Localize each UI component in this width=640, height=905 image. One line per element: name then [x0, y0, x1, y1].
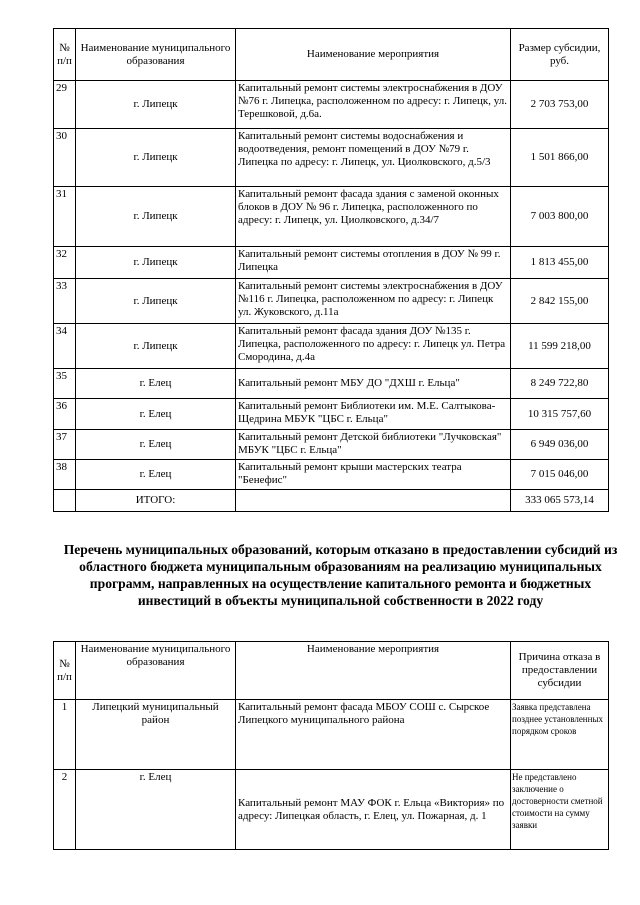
- table-row: [54, 324, 609, 369]
- row-municipality: Липецкий муниципальный район: [76, 700, 236, 770]
- row-amount: 1 501 866,00: [511, 129, 609, 187]
- row-amount: 1 813 455,00: [511, 247, 609, 279]
- subsidy-table: [53, 28, 609, 512]
- row-municipality: г. Липецк: [76, 129, 236, 187]
- row-event: Капитальный ремонт системы отопления в ДОУ № 99 г. Липецка: [236, 247, 511, 279]
- row-amount: 7 015 046,00: [511, 460, 609, 490]
- table-row: [54, 430, 609, 460]
- header-event: Наименование мероприятия: [236, 29, 511, 81]
- header-subsidy: Размер субсидии, руб.: [511, 29, 609, 81]
- row-amount: 2 703 753,00: [511, 81, 609, 129]
- row-event: Капитальный ремонт фасада здания с заменой оконных блоков в ДОУ № 96 г. Липецка, расположенного по адресу: г. Липецк, ул. Циолковского, д.34/7: [236, 187, 511, 247]
- row-amount: 11 599 218,00: [511, 324, 609, 369]
- header-event: Наименование мероприятия: [236, 642, 511, 700]
- row-amount: 2 842 155,00: [511, 279, 609, 324]
- row-municipality: г. Липецк: [76, 81, 236, 129]
- table-row: [54, 247, 609, 279]
- row-num: 32: [54, 247, 76, 279]
- row-event: Капитальный ремонт системы электроснабжения в ДОУ №116 г. Липецка, расположенном по адресу: г. Липецк ул. Жуковского, д.11а: [236, 279, 511, 324]
- row-num: 31: [54, 187, 76, 247]
- row-num: 37: [54, 430, 76, 460]
- row-municipality: г. Елец: [76, 770, 236, 850]
- row-municipality: г. Липецк: [76, 279, 236, 324]
- section-heading: Перечень муниципальных образований, которым отказано в предоставлении субсидий из областного бюджета муниципальным образованиям на реализацию муниципальных программ, направленных на осуществление капитального ремонта и бюджетных инвестиций в объекты муниципальной собственности в 2022 году: [63, 542, 618, 608]
- row-municipality: г. Елец: [76, 430, 236, 460]
- row-num: 30: [54, 129, 76, 187]
- table-row: [54, 399, 609, 430]
- row-event: Капитальный ремонт МАУ ФОК г. Ельца «Виктория» по адресу: Липецкая область, г. Елец, ул. Пожарная, д. 1: [236, 770, 511, 850]
- row-num: 38: [54, 460, 76, 490]
- table-row: [54, 279, 609, 324]
- header-municipality: Наименование муниципального образования: [76, 642, 236, 700]
- row-reason: Заявка представлена позднее установленных порядком сроков: [511, 700, 609, 770]
- total-event-empty: [236, 490, 511, 512]
- row-event: Капитальный ремонт системы электроснабжения в ДОУ №76 г. Липецка, расположенном по адресу: г. Липецк, ул. Терешковой, д.6а.: [236, 81, 511, 129]
- table-header-row: [54, 29, 609, 81]
- row-num: 1: [54, 700, 76, 770]
- row-municipality: г. Елец: [76, 460, 236, 490]
- row-event: Капитальный ремонт Библиотеки им. М.Е. Салтыкова-Щедрина МБУК "ЦБС г. Ельца": [236, 399, 511, 430]
- header-num: № п/п: [54, 29, 76, 81]
- row-amount: 6 949 036,00: [511, 430, 609, 460]
- total-row: [54, 490, 609, 512]
- row-municipality: г. Липецк: [76, 247, 236, 279]
- row-num: 34: [54, 324, 76, 369]
- row-municipality: г. Липецк: [76, 187, 236, 247]
- row-amount: 8 249 722,80: [511, 369, 609, 399]
- header-num: № п/п: [54, 642, 76, 700]
- table-row: [54, 369, 609, 399]
- table-row: [54, 81, 609, 129]
- row-num: 36: [54, 399, 76, 430]
- row-num: 35: [54, 369, 76, 399]
- row-municipality: г. Елец: [76, 369, 236, 399]
- row-municipality: г. Липецк: [76, 324, 236, 369]
- row-reason: Не представлено заключение о достоверности сметной стоимости на сумму заявки: [511, 770, 609, 850]
- total-value: 333 065 573,14: [511, 490, 609, 512]
- header-reason: Причина отказа в предоставлении субсидии: [511, 642, 609, 700]
- row-event: Капитальный ремонт крыши мастерских театра "Бенефис": [236, 460, 511, 490]
- table-row: [54, 770, 609, 850]
- table-row: [54, 460, 609, 490]
- row-num: 29: [54, 81, 76, 129]
- header-municipality: Наименование муниципального образования: [76, 29, 236, 81]
- table-row: [54, 129, 609, 187]
- row-amount: 10 315 757,60: [511, 399, 609, 430]
- row-event: Капитальный ремонт МБУ ДО "ДХШ г. Ельца": [236, 369, 511, 399]
- table-row: [54, 700, 609, 770]
- row-event: Капитальный ремонт фасада здания ДОУ №135 г. Липецка, расположенного по адресу: г. Липецк ул. Петра Смородина, д.4а: [236, 324, 511, 369]
- row-event: Капитальный ремонт Детской библиотеки "Лучковская" МБУК "ЦБС г. Ельца": [236, 430, 511, 460]
- row-municipality: г. Елец: [76, 399, 236, 430]
- refusal-table: [53, 641, 609, 850]
- row-event: Капитальный ремонт фасада МБОУ СОШ с. Сырское Липецкого муниципального района: [236, 700, 511, 770]
- row-num: 2: [54, 770, 76, 850]
- total-label: ИТОГО:: [76, 490, 236, 512]
- table-row: [54, 187, 609, 247]
- table-header-row: [54, 642, 609, 700]
- row-num: 33: [54, 279, 76, 324]
- total-num-empty: [54, 490, 76, 512]
- row-event: Капитальный ремонт системы водоснабжения и водоотведения, ремонт помещений в ДОУ №79 г. Липецка по адресу: г. Липецк, ул. Циолковского, д.5/3: [236, 129, 511, 187]
- row-amount: 7 003 800,00: [511, 187, 609, 247]
